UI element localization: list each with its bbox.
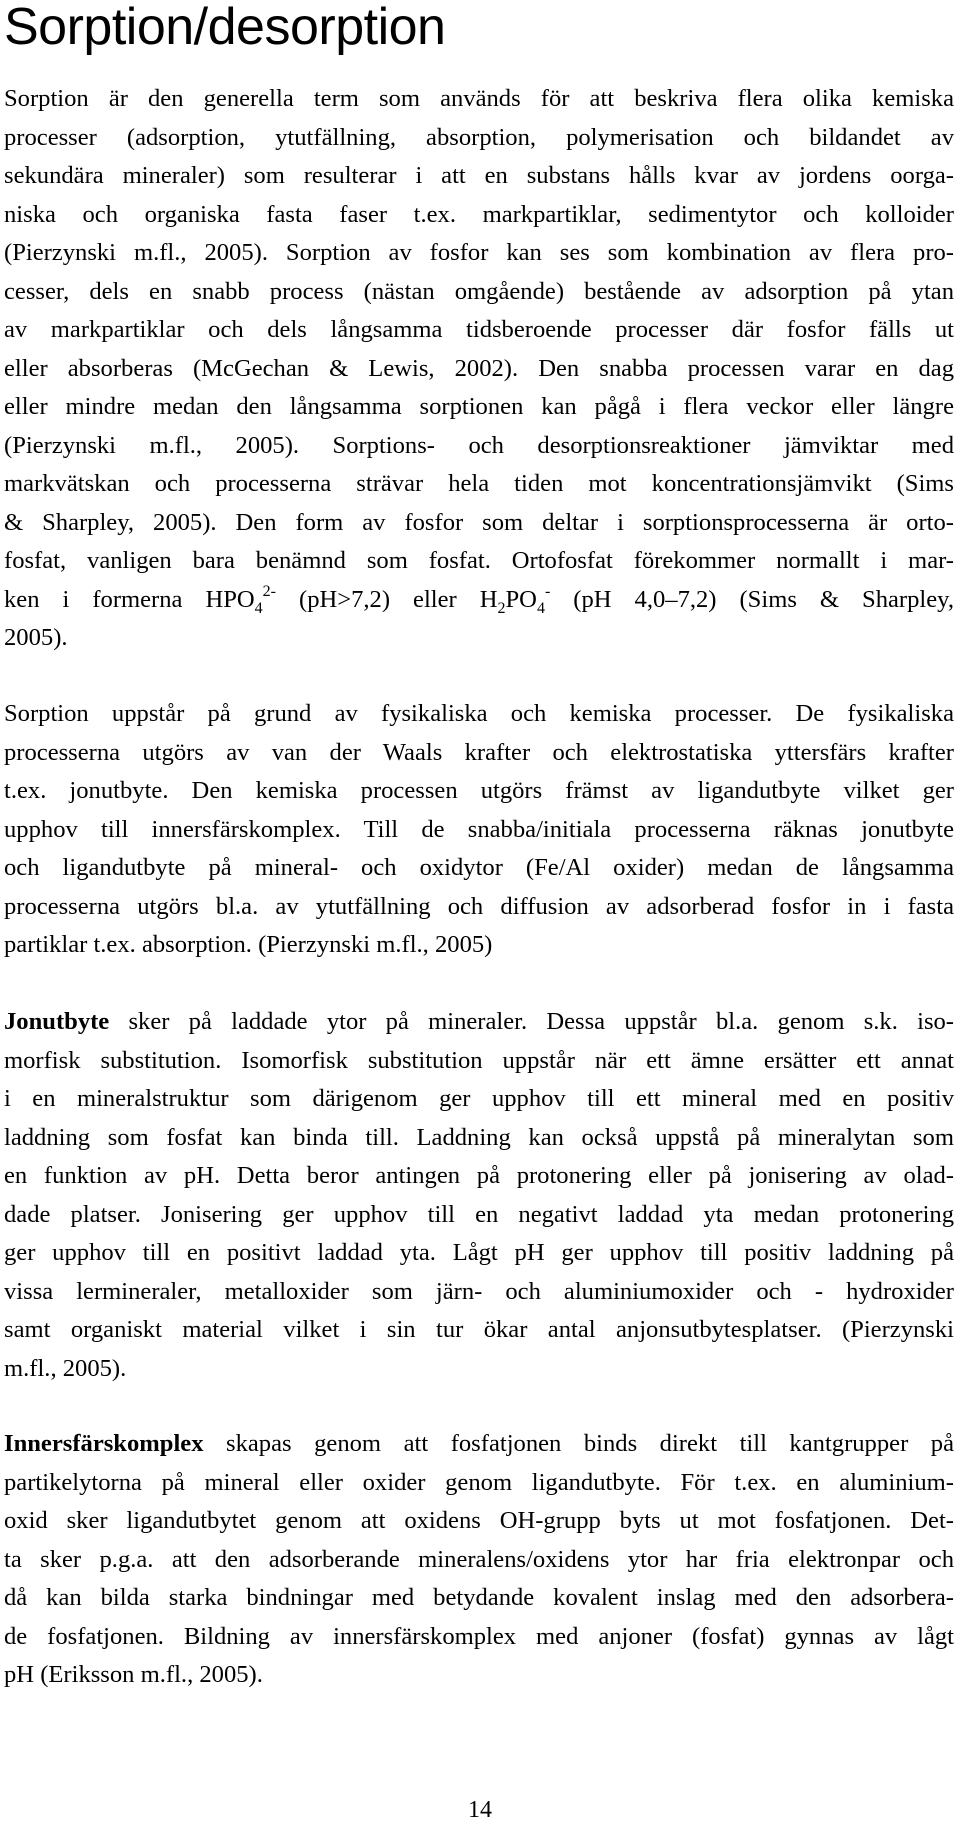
text-line: partikelytorna på mineral eller oxider genom ligandutbyte. För t.ex. en aluminium-: [4, 1468, 954, 1496]
text-line: [4, 1003, 954, 1042]
text-line: ta sker p.g.a. att den adsorberande mineralens/oxidens ytor har fria elektronpar och: [4, 1545, 954, 1573]
page-number: 14: [468, 1797, 492, 1823]
subscript: 2: [497, 599, 506, 617]
text-line: m.fl., 2005).: [4, 1354, 127, 1382]
text-line: samt organiskt material vilket i sin tur ökar antal anjonsutbytesplatser. (Pierzynski: [4, 1316, 954, 1343]
term-jonutbyte: Jonutbyte: [4, 1008, 110, 1035]
text-line: upphov till innersfärskomplex. Till de snabba/initiala processerna räknas jonutbyte: [4, 815, 954, 843]
text-line: en funktion av pH. Detta beror antingen på protonering eller på jonisering av olad-: [4, 1162, 954, 1189]
text-line: laddning som fosfat kan binda till. Laddning kan också uppstå på mineralytan som: [4, 1123, 954, 1151]
text-line: (Pierzynski m.fl., 2005). Sorption av fosfor kan ses som kombination av flera pro-: [4, 239, 954, 266]
text-line: eller absorberas (McGechan & Lewis, 2002). Den snabba processen varar en dag: [4, 354, 954, 382]
text-line: och ligandutbyte på mineral- och oxidytor (Fe/Al oxider) medan de långsamma: [4, 854, 954, 881]
text-line: [4, 1425, 954, 1464]
text-line: i en mineralstruktur som därigenom ger upphov till ett mineral med en positiv: [4, 1085, 954, 1112]
text-line: pH (Eriksson m.fl., 2005).: [4, 1661, 263, 1688]
formula-text: (pH 4,0–7,2) (Sims & Sharpley,: [550, 585, 954, 613]
text-line: vissa lermineraler, metalloxider som järn- och aluminiumoxider och - hydroxider: [4, 1277, 954, 1305]
formula-text: ken i formerna HPO: [4, 585, 255, 613]
superscript: 2-: [262, 582, 276, 600]
paragraph-jonutbyte: [4, 1003, 954, 1388]
text-line: markvätskan och processerna strävar hela tiden mot koncentrationsjämvikt (Sims: [4, 470, 954, 497]
formula-text: (pH>7,2) eller H: [276, 585, 498, 613]
text-line: processer (adsorption, ytutfällning, absorption, polymerisation och bildandet av: [4, 123, 954, 151]
text-line: & Sharpley, 2005). Den form av fosfor som deltar i sorptionsprocesserna är orto-: [4, 508, 954, 536]
paragraph-sorption-processes: [4, 695, 954, 965]
text-line: niska och organiska fasta faser t.ex. markpartiklar, sedimentytor och kolloider: [4, 200, 954, 228]
text-line: fosfat, vanligen bara benämnd som fosfat. Ortofosfat förekommer normallt i mar-: [4, 547, 954, 574]
text-line-rest: skapas genom att fosfatjonen binds direkt till kantgrupper på: [203, 1430, 954, 1457]
text-line: processerna utgörs av van der Waals krafter och elektrostatiska yttersfärs krafter: [4, 738, 954, 766]
paragraph-innersfarskomplex: [4, 1425, 954, 1695]
text-line: Sorption är den generella term som används för att beskriva flera olika kemiska: [4, 85, 954, 112]
text-line: eller mindre medan den långsamma sorptionen kan pågå i flera veckor eller längre: [4, 393, 954, 420]
text-line: (Pierzynski m.fl., 2005). Sorptions- och desorptionsreaktioner jämviktar med: [4, 431, 954, 459]
text-line: partiklar t.ex. absorption. (Pierzynski m.fl., 2005): [4, 931, 493, 958]
subscript: 4: [536, 599, 545, 617]
text-line: oxid sker ligandutbytet genom att oxidens OH-grupp byts ut mot fosfatjonen. Det-: [4, 1507, 954, 1534]
text-line: t.ex. jonutbyte. Den kemiska processen utgörs främst av ligandutbyte vilket ger: [4, 777, 954, 804]
paragraph-sorption-intro: [4, 80, 954, 658]
text-line: ger upphov till en positivt laddad yta. Lågt pH ger upphov till positiv laddning på: [4, 1239, 954, 1266]
text-line: dade platser. Jonisering ger upphov till en negativt laddad yta medan protonering: [4, 1200, 954, 1228]
text-line: av markpartiklar och dels långsamma tidsberoende processer där fosfor fälls ut: [4, 316, 954, 343]
text-line: cesser, dels en snabb process (nästan omgående) bestående av adsorption på ytan: [4, 277, 954, 305]
formula-text: PO: [505, 585, 537, 613]
formula-line: [4, 581, 954, 620]
text-line: då kan bilda starka bindningar med betydande kovalent inslag med den adsorbera-: [4, 1584, 954, 1611]
text-line: de fosfatjonen. Bildning av innersfärskomplex med anjoner (fosfat) gynnas av lågt: [4, 1622, 954, 1650]
text-line: Sorption uppstår på grund av fysikaliska och kemiska processer. De fysikaliska: [4, 700, 954, 727]
text-line: sekundära mineraler) som resulterar i att en substans hålls kvar av jordens oorga-: [4, 162, 954, 189]
text-line-rest: sker på laddade ytor på mineraler. Dessa uppstår bl.a. genom s.k. iso-: [109, 1008, 954, 1035]
superscript: -: [544, 582, 551, 600]
subscript: 4: [254, 599, 263, 617]
term-innersfarskomplex: Innersfärskomplex: [4, 1430, 204, 1457]
text-line: 2005).: [4, 624, 68, 651]
section-heading: Sorption/desorption: [4, 0, 446, 56]
text-line: morfisk substitution. Isomorfisk substitution uppstår när ett ämne ersätter ett annat: [4, 1046, 954, 1074]
text-line: processerna utgörs bl.a. av ytutfällning och diffusion av adsorberad fosfor in i fasta: [4, 892, 954, 920]
